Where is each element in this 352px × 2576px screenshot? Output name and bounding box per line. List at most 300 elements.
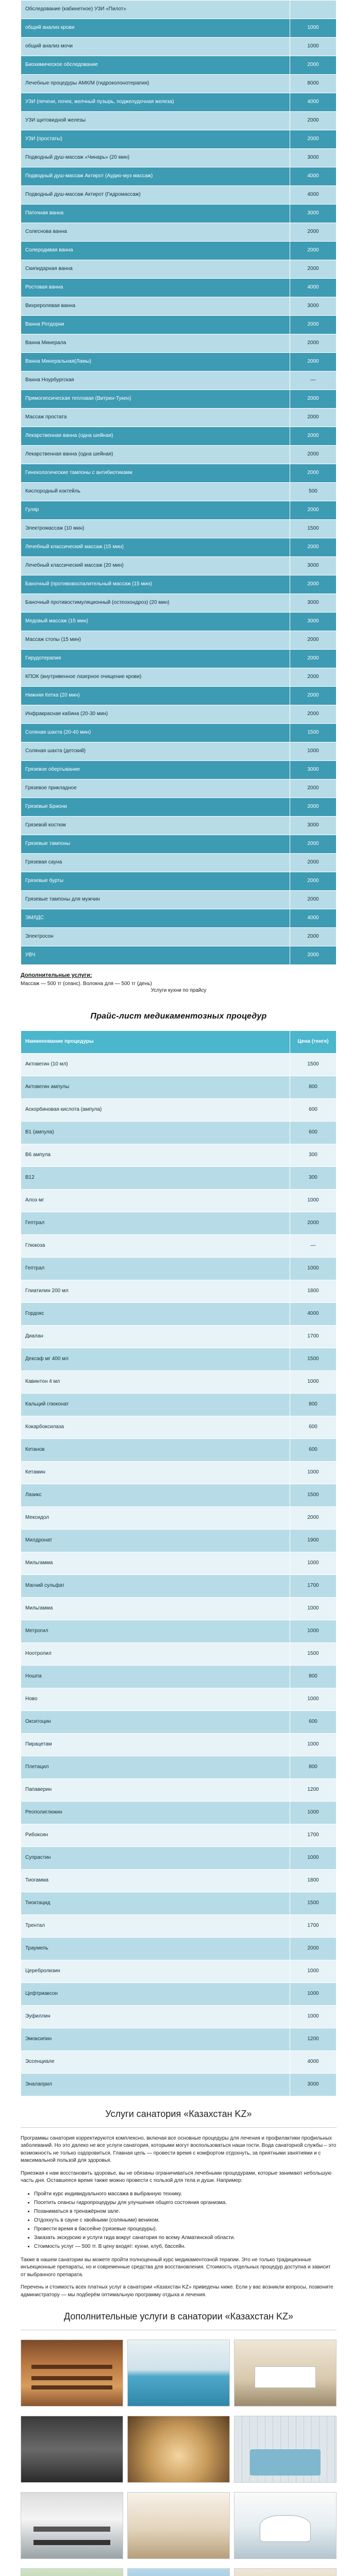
table-row	[21, 1235, 337, 1258]
list-item: • Пройти курс индивидуального массажа в выбранную технику.	[34, 2190, 337, 2198]
procedure-name: Плетацил	[21, 1756, 290, 1779]
procedure-price: 1000	[290, 742, 337, 761]
procedure-name: Ванна Минерала	[21, 334, 290, 353]
table-row	[21, 501, 337, 520]
procedure-name: Массаж стопы (15 мин)	[21, 631, 290, 650]
table-row	[21, 1711, 337, 1734]
procedure-price: 2000	[290, 501, 337, 520]
procedure-price: 800	[290, 1666, 337, 1688]
procedure-name: Грязевое прикладное	[21, 779, 290, 798]
procedure-name: Гинекологические тампоны с антибиотиками	[21, 464, 290, 483]
list-item: • Заказать экскурсию и услуги гида вокруг санатория по всему Алматинской области.	[34, 2234, 337, 2242]
table-row	[21, 93, 337, 112]
procedure-name: Обследование (кабинетное) УЗИ «Пилот»	[21, 1, 290, 19]
table-row	[21, 1779, 337, 1802]
treatment-room-photo	[234, 2568, 337, 2576]
table-row	[21, 1303, 337, 1326]
procedure-price: 2000	[290, 928, 337, 946]
table-row	[21, 761, 337, 779]
table-row	[21, 909, 337, 928]
procedure-name: Кислородный коктейль	[21, 483, 290, 501]
procedure-name: Кокарбоксилаза	[21, 1416, 290, 1439]
procedure-name: ЭМЛДС	[21, 909, 290, 928]
procedure-price	[290, 1, 337, 19]
photo-row-1	[21, 2340, 337, 2406]
massage-room-photo	[234, 2340, 337, 2406]
table-row	[21, 223, 337, 242]
table-row	[21, 1167, 337, 1190]
table-row	[21, 854, 337, 872]
procedure-name: Окситоцин	[21, 1711, 290, 1734]
table-row	[21, 1530, 337, 1552]
services-para-3: Также в нашем санатории вы можете пройти полноценный курс медикаментозной терапии. Это не только традиционные инъекционные препараты, но и современные средства для восстановления. Стоимость отдельных процедур доступна и зависит от выбранного препарата.	[21, 2257, 331, 2278]
procedure-price: 4000	[290, 186, 337, 205]
hall-photo	[127, 2492, 230, 2559]
table-row	[21, 946, 337, 965]
services-para-2: Приезжая к нам восстановить здоровье, вы не обязаны ограничиваться лечебными процедурами, которые занимают небольшую часть дня. Оставшееся время также можно провести с пользой для тела и души. Например:	[21, 2170, 332, 2184]
table-row	[21, 316, 337, 334]
procedure-name: Мексидол	[21, 1507, 290, 1530]
procedure-name: общий анализ крови	[21, 19, 290, 38]
table-row	[21, 613, 337, 631]
table-row	[21, 1122, 337, 1144]
table-row	[21, 1099, 337, 1122]
procedure-name: Гептрал	[21, 1212, 290, 1235]
photo-row-4	[21, 2568, 337, 2576]
table-row	[21, 668, 337, 687]
procedure-price: —	[290, 371, 337, 390]
table-row	[21, 817, 337, 835]
procedure-name: Цефтриаксон	[21, 1983, 290, 2006]
procedure-name: УЗИ (простаты)	[21, 130, 290, 149]
procedure-name: В12	[21, 1167, 290, 1190]
procedure-price: 4000	[290, 167, 337, 186]
procedure-name: В1 (ампула)	[21, 1122, 290, 1144]
gym-photo	[21, 2492, 123, 2559]
table-row	[21, 279, 337, 297]
photo-row-2	[21, 2416, 337, 2483]
table-row	[21, 1892, 337, 1915]
table-row	[21, 1462, 337, 1484]
procedure-price: 2000	[290, 779, 337, 798]
table-row	[21, 1416, 337, 1439]
procedure-price: 4000	[290, 279, 337, 297]
table-row	[21, 1190, 337, 1212]
procedure-name: Метрогил	[21, 1620, 290, 1643]
procedure-price: 2000	[290, 242, 337, 260]
procedure-price: 1000	[290, 1258, 337, 1280]
procedure-price: 600	[290, 1416, 337, 1439]
table-row	[21, 297, 337, 316]
procedure-name: Солеродивая ванна	[21, 242, 290, 260]
procedure-name: КПОК (внутривенное лазерное очищение крови)	[21, 668, 290, 687]
procedure-name: Супрастин	[21, 1847, 290, 1870]
medication-price-table	[21, 1030, 337, 2096]
procedure-price: 2000	[290, 316, 337, 334]
procedure-price: 2000	[290, 409, 337, 427]
procedure-name: Инфракрасная кабина (20-30 мин)	[21, 705, 290, 724]
table-row	[21, 409, 337, 427]
procedure-price: 2000	[290, 334, 337, 353]
procedure-price: 4000	[290, 2051, 337, 2074]
table-row	[21, 1258, 337, 1280]
table-row	[21, 75, 337, 93]
procedure-name: Паточная ванна	[21, 205, 290, 223]
procedure-name: Гирудотерапия	[21, 650, 290, 668]
procedure-name: Трентал	[21, 1915, 290, 1938]
extra-services-line: Массаж — 500 тг (сеанс). Волокна для — 500 тг (день)	[21, 981, 152, 987]
table-row	[21, 891, 337, 909]
procedure-name: Электромассаж (10 мин)	[21, 520, 290, 538]
procedure-name: Пирацетам	[21, 1734, 290, 1756]
procedure-price: 2000	[290, 631, 337, 650]
list-item: • Стоимость услуг — 500 тг. В цену входят: кухни, клуб, бассейн.	[34, 2243, 337, 2250]
procedure-price: 2000	[290, 575, 337, 594]
table-row	[21, 1938, 337, 1960]
table-row	[21, 538, 337, 557]
procedure-name: Грязевые бурты	[21, 872, 290, 891]
table-row	[21, 1802, 337, 1824]
procedure-name: Подводный душ-массаж «Чинарь» (20 мин)	[21, 149, 290, 167]
table-row	[21, 1688, 337, 1711]
procedure-price: 3000	[290, 761, 337, 779]
procedure-price: 3000	[290, 594, 337, 613]
procedure-price: 2000	[290, 891, 337, 909]
procedure-name: Биохимическое обследование	[21, 56, 290, 75]
table-row	[21, 464, 337, 483]
table-row	[21, 2051, 337, 2074]
table-row	[21, 650, 337, 668]
procedure-name: УЗИ (печени, почек, желчный пузырь, поджелудочная железа)	[21, 93, 290, 112]
table-row	[21, 2028, 337, 2051]
procedure-price: 300	[290, 1167, 337, 1190]
list-item: • Позаниматься в тренажёрном зале.	[34, 2208, 337, 2215]
procedure-price: 1500	[290, 724, 337, 742]
table-row	[21, 1280, 337, 1303]
procedure-price: 1800	[290, 1280, 337, 1303]
procedure-price: 1000	[290, 1190, 337, 1212]
procedure-price: 2000	[290, 464, 337, 483]
table-row	[21, 260, 337, 279]
procedure-price: 1000	[290, 1983, 337, 2006]
procedure-price: 300	[290, 1144, 337, 1167]
list-item: • Провести время в бассейне (грязевые процедуры).	[34, 2225, 337, 2233]
procedure-price: 1000	[290, 1371, 337, 1394]
procedure-name: Грязевое обертывание	[21, 761, 290, 779]
table-row	[21, 334, 337, 353]
table-row	[21, 705, 337, 724]
table-row	[21, 1439, 337, 1462]
procedure-name: Эналаприл	[21, 2074, 290, 2096]
list-item: • Посетить сеансы гидропроцедуры для улучшения общего состояния организма.	[34, 2199, 337, 2207]
procedure-name: Электросон	[21, 928, 290, 946]
procedure-name: Актовегин ампулы	[21, 1076, 290, 1099]
procedure-name: Глюкоза	[21, 1235, 290, 1258]
procedure-price: 1000	[290, 1960, 337, 1983]
table-row	[21, 186, 337, 205]
table-row	[21, 38, 337, 56]
procedure-price: 2000	[290, 130, 337, 149]
procedure-price: 600	[290, 1099, 337, 1122]
procedure-price: 800	[290, 1394, 337, 1416]
pool-photo	[127, 2340, 230, 2406]
table-row	[21, 1824, 337, 1847]
services-intro: Программы санатория корректируются комплексно, включая все основные процедуры для лечения и профилактики профильных заболеваний. Но это далеко не все услуги санатория, которыми могут воспользоваться наши гости. Вода санаторной службы – это возможность не только оздоровиться. Главная цель — провести время с комфортом отдохнуть, за приятными занятиями и с максимальной пользой для здоровья.	[21, 2135, 337, 2164]
services-para-4: Перечень и стоимость всех платных услуг в санатории «Казахстан KZ» приведены ниже. Если у вас возникли вопросы, позвоните администратору — мы подберём оптимальную программу отдыха и лечения.	[21, 2284, 333, 2298]
procedure-name: Грязевая сауна	[21, 854, 290, 872]
procedure-name: Соляная шахта (20-40 мин)	[21, 724, 290, 742]
procedure-name: Кетанов	[21, 1439, 290, 1462]
procedure-price: 800	[290, 1076, 337, 1099]
procedure-name: Церебролизин	[21, 1960, 290, 1983]
procedure-price: 800	[290, 1756, 337, 1779]
procedure-name: Лекарственная ванна (одна шейная)	[21, 446, 290, 464]
procedure-price: 2000	[290, 223, 337, 242]
procedure-name: В6 ампула	[21, 1144, 290, 1167]
table-row	[21, 112, 337, 130]
table-row	[21, 2006, 337, 2028]
procedure-name: Прямогипсическая тепловая (Витрин-Тукен)	[21, 390, 290, 409]
procedure-price: 2000	[290, 854, 337, 872]
procedure-price: 1200	[290, 1779, 337, 1802]
table-row	[21, 130, 337, 149]
table-row	[21, 1394, 337, 1416]
table-row	[21, 149, 337, 167]
procedure-price: 600	[290, 1711, 337, 1734]
table-header-row	[21, 1031, 337, 1054]
procedure-name: Папаверин	[21, 1779, 290, 1802]
table-row	[21, 1870, 337, 1892]
table-row	[21, 1326, 337, 1348]
procedure-name: Траумель	[21, 1938, 290, 1960]
procedure-price: 1700	[290, 1326, 337, 1348]
procedure-name: Баночный противостимуляционный (остеохондроз) (20 мин)	[21, 594, 290, 613]
procedure-price: 2000	[290, 872, 337, 891]
table-row	[21, 56, 337, 75]
medication-price-title: Прайс-лист медикаментозных процедур	[90, 1012, 267, 1021]
garden-photo	[21, 2568, 123, 2576]
procedure-price: 2000	[290, 56, 337, 75]
procedure-price: 2000	[290, 946, 337, 965]
procedure-price: 2000	[290, 1212, 337, 1235]
procedure-name: Грязевой костюм	[21, 817, 290, 835]
table-row	[21, 167, 337, 186]
procedure-name: Лечебный классический массаж (15 мин)	[21, 538, 290, 557]
table-row	[21, 1054, 337, 1076]
header-procedure: Наименование процедуры	[21, 1031, 290, 1054]
procedure-price: 1200	[290, 2028, 337, 2051]
procedure-name: Эуфиллин	[21, 2006, 290, 2028]
procedure-name: УВЧ	[21, 946, 290, 965]
procedure-price: 1000	[290, 1552, 337, 1575]
procedure-name: Мильгамма	[21, 1552, 290, 1575]
procedure-name: Эссенциале	[21, 2051, 290, 2074]
table-row	[21, 575, 337, 594]
procedure-name: Лечебный классический массаж (20 мин)	[21, 557, 290, 575]
procedure-price: 2000	[290, 112, 337, 130]
procedure-name: Дексаф мг 400 мл	[21, 1348, 290, 1371]
procedure-price: 2000	[290, 650, 337, 668]
procedure-name: Милдронат	[21, 1530, 290, 1552]
procedure-price: 1000	[290, 2006, 337, 2028]
procedure-name: Подводный душ-массаж Актирот (Аудио-муз массаж)	[21, 167, 290, 186]
procedure-name: Грязевые Бриони	[21, 798, 290, 817]
services-title: Услуги санатория «Казахстан KZ»	[105, 2109, 252, 2119]
procedure-name: Соляная шахта (детский)	[21, 742, 290, 761]
procedure-price: 3000	[290, 297, 337, 316]
procedure-price: 1500	[290, 1054, 337, 1076]
procedure-price: 1000	[290, 1598, 337, 1620]
procedure-name: Ношпа	[21, 1666, 290, 1688]
table-row	[21, 1, 337, 19]
procedure-price: 1000	[290, 19, 337, 38]
procedure-name: Глиатилин 200 мл	[21, 1280, 290, 1303]
procedure-name: Грязевые тампоны для мужчин	[21, 891, 290, 909]
table-row	[21, 1756, 337, 1779]
procedure-name: УЗИ щитовидной железы	[21, 112, 290, 130]
table-row	[21, 1076, 337, 1099]
procedure-name: Подводный душ-массаж Актирот (Гидромассаж)	[21, 186, 290, 205]
procedure-price: 1700	[290, 1824, 337, 1847]
procedure-price: 4000	[290, 93, 337, 112]
procedure-name: Баночный (противовоспалительный массаж (15 мин)	[21, 575, 290, 594]
table-row	[21, 1212, 337, 1235]
procedure-name: Ноотропил	[21, 1643, 290, 1666]
procedure-price: 1500	[290, 1348, 337, 1371]
procedure-price: 1500	[290, 1892, 337, 1915]
procedure-price: 1000	[290, 1688, 337, 1711]
procedure-name: Кетамин	[21, 1462, 290, 1484]
table-row	[21, 427, 337, 446]
table-row	[21, 1552, 337, 1575]
table-row	[21, 1620, 337, 1643]
procedure-price: 3000	[290, 557, 337, 575]
table-row	[21, 483, 337, 501]
bath-hall-photo	[234, 2416, 337, 2483]
table-row	[21, 872, 337, 891]
procedure-name: Медовый массаж (15 мин)	[21, 613, 290, 631]
procedure-name: Кальций глюконат	[21, 1394, 290, 1416]
procedure-price: 1000	[290, 1734, 337, 1756]
procedure-price: 1000	[290, 1847, 337, 1870]
procedure-price: 1700	[290, 1575, 337, 1598]
procedure-price: 4000	[290, 1303, 337, 1326]
procedure-name: Ванна Ноурбургская	[21, 371, 290, 390]
procedure-price: 1000	[290, 1620, 337, 1643]
procedure-price: 1000	[290, 1802, 337, 1824]
table-row	[21, 242, 337, 260]
table-row	[21, 1507, 337, 1530]
extra-services-title: Дополнительные услуги в санатории «Казахстан KZ»	[63, 2311, 294, 2322]
procedure-name: Реополиглюкин	[21, 1802, 290, 1824]
table-row	[21, 1983, 337, 2006]
procedure-price: 3000	[290, 613, 337, 631]
procedure-price: 2000	[290, 835, 337, 854]
table-row	[21, 2074, 337, 2096]
procedure-name: Аскорбиновая кислота (ампула)	[21, 1099, 290, 1122]
table-row	[21, 1734, 337, 1756]
divider	[21, 2127, 337, 2128]
procedure-price: 1800	[290, 1870, 337, 1892]
procedure-price: 1500	[290, 1484, 337, 1507]
table-row	[21, 205, 337, 223]
procedure-name: Гордокс	[21, 1303, 290, 1326]
table-row	[21, 1960, 337, 1983]
procedure-price: 1900	[290, 1530, 337, 1552]
extra-services-note: Услуги кухни по прайсу	[150, 988, 207, 993]
procedure-price: 2000	[290, 705, 337, 724]
services-list	[34, 2190, 337, 2250]
procedure-price: 4000	[290, 909, 337, 928]
procedure-name: Скипидарная ванна	[21, 260, 290, 279]
bathtub-photo	[234, 2492, 337, 2559]
header-price: Цена (тенге)	[290, 1031, 337, 1054]
procedure-price: 2000	[290, 260, 337, 279]
table-row	[21, 687, 337, 705]
table-row	[21, 1484, 337, 1507]
table-row	[21, 779, 337, 798]
table-row	[21, 520, 337, 538]
procedure-name: Лекарственная ванна (одна шейная)	[21, 427, 290, 446]
extra-services-heading: Дополнительные услуги:	[21, 972, 92, 978]
table-row	[21, 724, 337, 742]
spa-photo	[127, 2416, 230, 2483]
table-row	[21, 557, 337, 575]
procedure-price: 3000	[290, 205, 337, 223]
procedure-price: 1700	[290, 1915, 337, 1938]
table-row	[21, 928, 337, 946]
procedure-name: Массаж простата	[21, 409, 290, 427]
procedure-name: Тиоктацид	[21, 1892, 290, 1915]
table-row	[21, 446, 337, 464]
procedure-price: 2000	[290, 1507, 337, 1530]
procedure-name: Актовегин (10 мл)	[21, 1054, 290, 1076]
procedure-name: Гуляр	[21, 501, 290, 520]
pool-area-photo	[127, 2568, 230, 2576]
procedure-name: Магний сульфат	[21, 1575, 290, 1598]
photo-row-3	[21, 2492, 337, 2559]
procedure-price: 2000	[290, 390, 337, 409]
procedure-price: —	[290, 1235, 337, 1258]
procedure-price: 600	[290, 1122, 337, 1144]
procedure-name: Лечебные процедуры АМК/М (гидроколонотерапия)	[21, 75, 290, 93]
procedure-name: Кавинтон 4 мл	[21, 1371, 290, 1394]
procedure-name: Мильгамма	[21, 1598, 290, 1620]
procedure-name: Эмоксипин	[21, 2028, 290, 2051]
table-row	[21, 1575, 337, 1598]
procedure-price: 3000	[290, 2074, 337, 2096]
procedure-name: Диалан	[21, 1326, 290, 1348]
procedure-name: Тиогамма	[21, 1870, 290, 1892]
table-row	[21, 1915, 337, 1938]
procedure-price: 2000	[290, 798, 337, 817]
table-row	[21, 1598, 337, 1620]
services-price-table	[21, 0, 337, 965]
procedure-price: 2000	[290, 687, 337, 705]
procedure-name: Нижняя Кетка (20 мин)	[21, 687, 290, 705]
procedure-name: Ванна Минеральная(Ламы)	[21, 353, 290, 371]
procedure-price: 600	[290, 1439, 337, 1462]
procedure-price: 3000	[290, 149, 337, 167]
procedure-name: Алоэ мг	[21, 1190, 290, 1212]
procedure-price: 500	[290, 483, 337, 501]
procedure-name: Рибоксин	[21, 1824, 290, 1847]
table-row	[21, 1847, 337, 1870]
list-item: • Отдохнуть в сауне с хвойными (соляными) веником.	[34, 2216, 337, 2224]
table-row	[21, 371, 337, 390]
procedure-price: 2000	[290, 668, 337, 687]
procedure-name: Гептрал	[21, 1258, 290, 1280]
